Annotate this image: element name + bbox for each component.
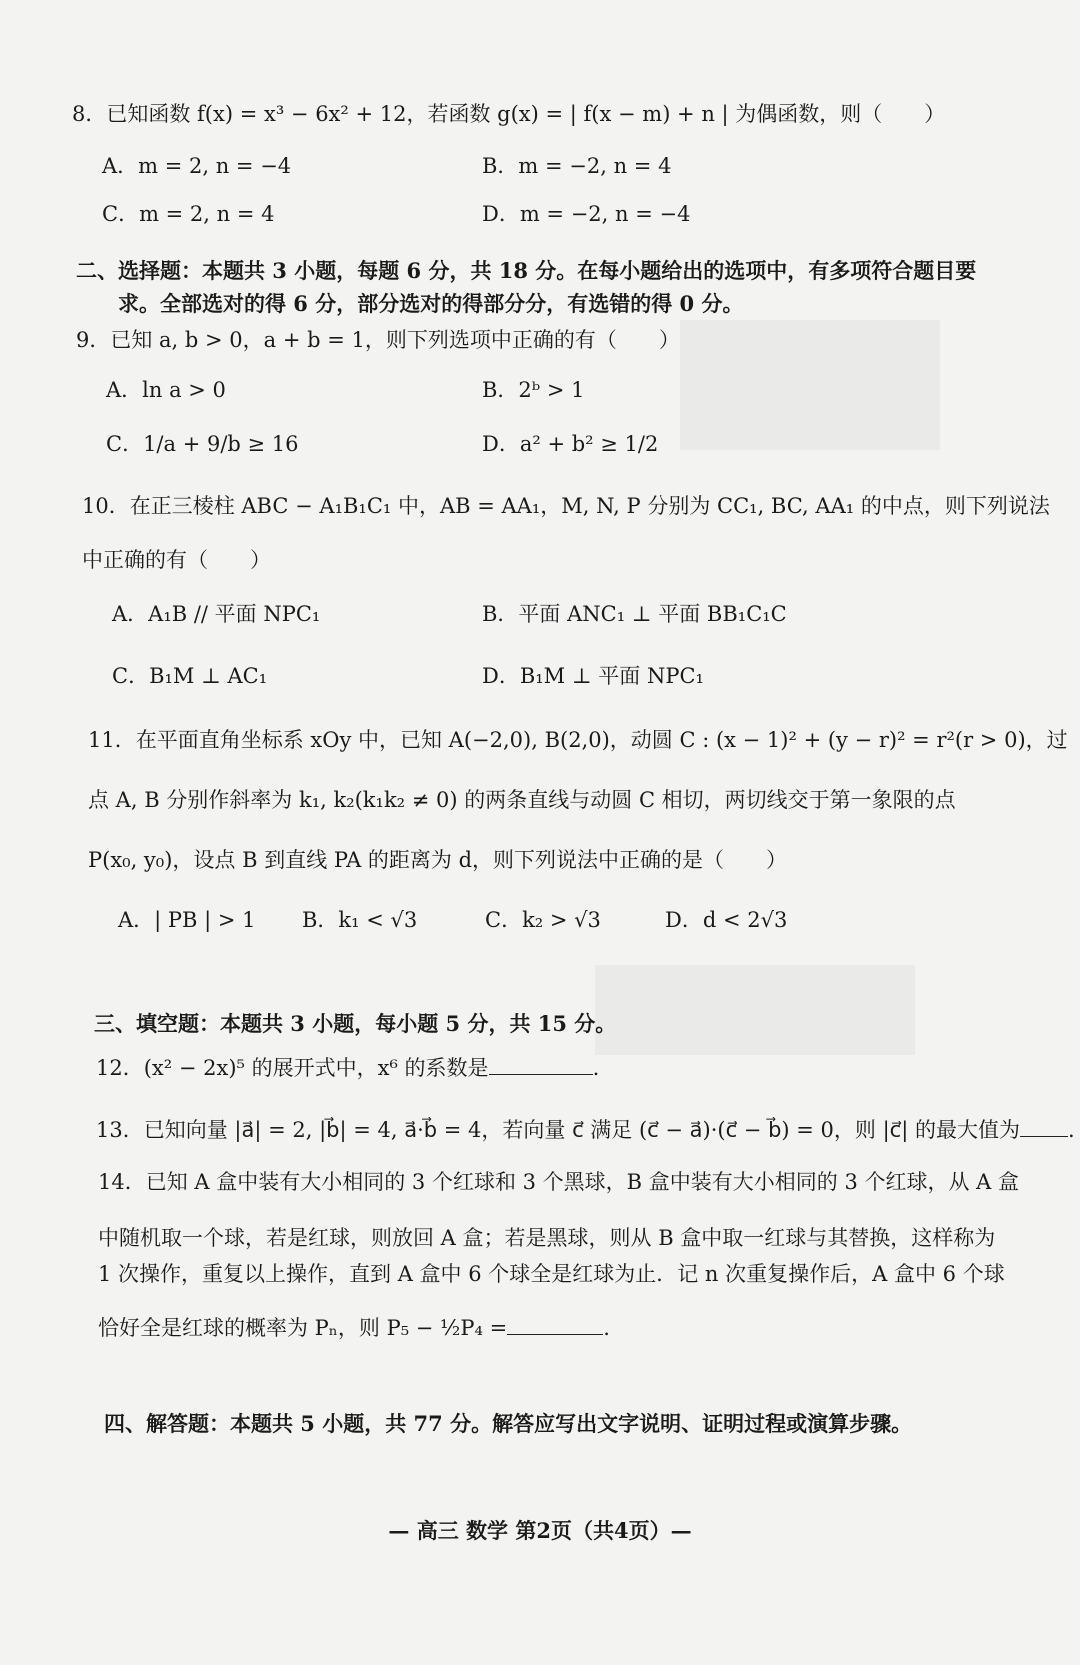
scan-smudge xyxy=(595,965,915,1055)
q10-stem-cont: 中正确的有（ ） xyxy=(82,548,271,572)
q10-option-c: C．B₁M ⊥ AC₁ xyxy=(112,664,268,688)
q10-option-b: B．平面 ANC₁ ⊥ 平面 BB₁C₁C xyxy=(482,602,787,626)
q12-end: . xyxy=(592,1056,600,1080)
section-3-heading: 三、填空题：本题共 3 小题，每小题 5 分，共 15 分。 xyxy=(94,1011,617,1036)
q11-stem-cont-2: P(x₀, y₀)，设点 B 到直线 PA 的距离为 d，则下列说法中正确的是（ ） xyxy=(88,848,788,872)
q11-option-b: B．k₁ < √3 xyxy=(302,908,418,932)
q8-stem: 8．已知函数 f(x) = x³ − 6x² + 12，若函数 g(x) = | f(x − m) + n | 为偶函数，则（ ） xyxy=(72,102,946,126)
q13-end: . xyxy=(1067,1118,1075,1142)
q11-option-a: A．| PB | > 1 xyxy=(118,908,256,932)
page-footer: — 高三 数学 第2页（共4页）— xyxy=(388,1518,692,1543)
q9-option-d: D．a² + b² ≥ 1/2 xyxy=(482,432,659,456)
q8-option-a: A．m = 2, n = −4 xyxy=(102,154,292,178)
q14-end: . xyxy=(603,1316,610,1340)
q8-option-b: B．m = −2, n = 4 xyxy=(482,154,672,178)
q9-stem: 9．已知 a, b > 0，a + b = 1，则下列选项中正确的有（ ） xyxy=(76,328,680,352)
q11-option-c: C．k₂ > √3 xyxy=(485,908,601,932)
section-4-heading: 四、解答题：本题共 5 小题，共 77 分。解答应写出文字说明、证明过程或演算步骤。 xyxy=(104,1411,913,1436)
q10-option-a: A．A₁B // 平面 NPC₁ xyxy=(112,602,321,626)
scan-smudge xyxy=(680,320,940,450)
q8-option-c: C．m = 2, n = 4 xyxy=(102,202,275,226)
q14-stem: 14．已知 A 盒中装有大小相同的 3 个红球和 3 个黑球，B 盒中装有大小相同的 3 个红球，从 A 盒 xyxy=(98,1170,1019,1194)
section-2-heading-cont: 求。全部选对的得 6 分，部分选对的得部分分，有选错的得 0 分。 xyxy=(118,291,744,316)
q13-answer-blank xyxy=(1020,1118,1068,1137)
q12-answer-blank xyxy=(489,1056,593,1075)
q14-stem-cont: 中随机取一个球，若是红球，则放回 A 盒；若是黑球，则从 B 盒中取一红球与其替换，这样称为 xyxy=(98,1226,996,1250)
q13-text: 13．已知向量 |a⃗| = 2, |b⃗| = 4, a⃗·b⃗ = 4，若向量 c⃗ 满足 (c⃗ − a⃗)·(c⃗ − b⃗) = 0，则 |c⃗| 的最大值为 xyxy=(96,1118,1020,1142)
q11-stem-cont: 点 A, B 分别作斜率为 k₁, k₂(k₁k₂ ≠ 0) 的两条直线与动圆 C 相切，两切线交于第一象限的点 xyxy=(88,788,956,812)
q9-option-a: A．ln a > 0 xyxy=(106,378,226,402)
q12-item xyxy=(96,1054,599,1082)
q9-option-b: B．2ᵇ > 1 xyxy=(482,378,585,402)
q11-stem: 11．在平面直角坐标系 xOy 中，已知 A(−2,0), B(2,0)，动圆 C : (x − 1)² + (y − r)² = r²(r > 0)，过 xyxy=(88,728,1068,752)
q14-item xyxy=(98,1314,610,1342)
q12-text: 12．(x² − 2x)⁵ 的展开式中，x⁶ 的系数是 xyxy=(96,1056,489,1080)
q14-stem-cont-2: 1 次操作，重复以上操作，直到 A 盒中 6 个球全是红球为止．记 n 次重复操作后，A 盒中 6 个球 xyxy=(98,1262,1005,1286)
q13-item xyxy=(96,1116,1075,1144)
q14-answer-blank xyxy=(507,1316,603,1335)
q9-option-c: C．1/a + 9/b ≥ 16 xyxy=(106,432,299,456)
q10-stem: 10．在正三棱柱 ABC − A₁B₁C₁ 中，AB = AA₁，M, N, P 分别为 CC₁, BC, AA₁ 的中点，则下列说法 xyxy=(82,494,1050,518)
q10-option-d: D．B₁M ⊥ 平面 NPC₁ xyxy=(482,664,704,688)
q14-text: 恰好全是红球的概率为 Pₙ，则 P₅ − ½P₄ = xyxy=(98,1316,508,1340)
section-2-heading: 二、选择题：本题共 3 小题，每题 6 分，共 18 分。在每小题给出的选项中，有多项符合题目要 xyxy=(76,258,977,283)
q11-option-d: D．d < 2√3 xyxy=(665,908,788,932)
q8-option-d: D．m = −2, n = −4 xyxy=(482,202,691,226)
